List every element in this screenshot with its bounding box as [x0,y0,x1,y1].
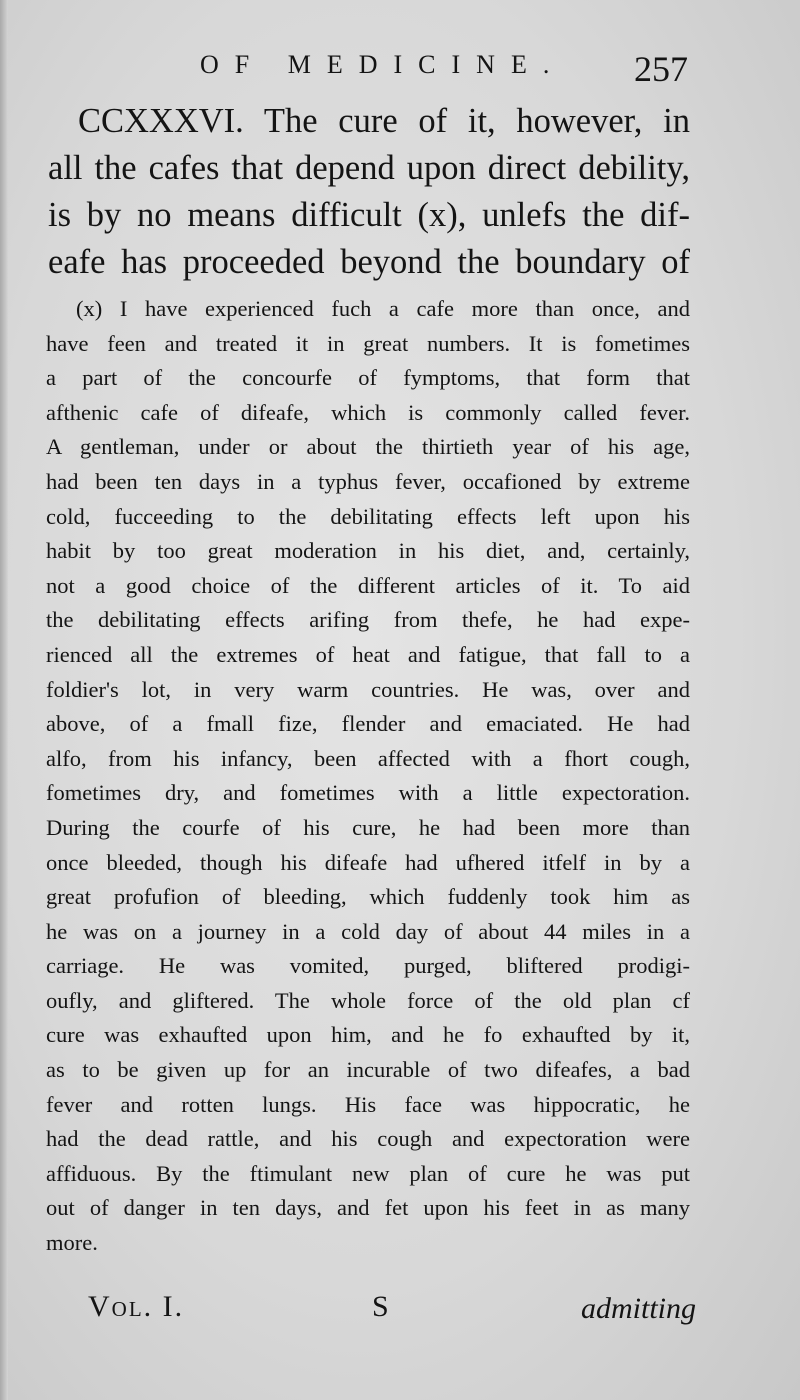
footnote-line: as to be given up for an incurable of two difeafes, a bad [46,1057,690,1083]
footnote-line: out of danger in ten days, and fet upon his feet in as many [46,1195,690,1221]
footnote-line: (x) I have experienced fuch a cafe more than once, and [76,296,690,321]
footnote-line: habit by too great moderation in his diet, and, certainly, [46,538,690,564]
footnote-line: once bleeded, though his difeafe had ufhered itfelf in by a [46,849,690,875]
signature-mark: S [372,1290,389,1323]
footnote-line: cold, fucceeding to the debilitating effects left upon his [46,503,690,529]
page-footer [0,1290,800,1336]
footnote-line: above, of a fmall fize, flender and emaciated. He had [46,711,690,737]
footnote-line: carriage. He was vomited, purged, bliftered prodigi- [46,953,690,979]
footnote-block [46,292,690,1261]
main-text-line: is by no means difficult (x), unlefs the dif- [48,196,690,234]
main-text-line: eafe has proceeded beyond the boundary of [48,243,690,281]
main-text-line: CCXXXVI. The cure of it, however, in [78,102,690,140]
footnote-line: affiduous. By the ftimulant new plan of cure he was put [46,1160,690,1186]
volume-signature: Vol. I. [88,1290,185,1323]
footnote-line: had been ten days in a typhus fever, occafioned by extreme [46,468,690,494]
footnote-line: rienced all the extremes of heat and fatigue, that fall to a [46,641,690,667]
running-head: OF MEDICINE. [200,50,566,79]
footnote-line: he was on a journey in a cold day of about 44 miles in a [46,918,690,944]
footnote-line: A gentleman, under or about the thirtieth year of his age, [46,434,690,460]
footnote-line: had the dead rattle, and his cough and expectoration were [46,1126,690,1152]
page-header [0,48,800,88]
footnote-line: fometimes dry, and fometimes with a little expectoration. [46,780,690,806]
footnote-line: have feen and treated it in great numbers. It is fometimes [46,330,690,356]
footnote-line: cure was exhaufted upon him, and he fo exhaufted by it, [46,1022,690,1048]
footnote-line: not a good choice of the different articles of it. To aid [46,572,690,598]
footnote-line: foldier's lot, in very warm countries. He was, over and [46,676,690,702]
page-number: 257 [634,49,688,89]
page-edge-shadow [0,0,8,1400]
footnote-line: fever and rotten lungs. His face was hippocratic, he [46,1091,690,1117]
footnote-line: oufly, and gliftered. The whole force of the old plan cf [46,987,690,1013]
footnote-line: the debilitating effects arifing from thefe, he had expe- [46,607,690,633]
footnote-line: more. [46,1230,98,1256]
footnote-line: great profufion of bleeding, which fuddenly took him as [46,884,690,910]
footnote-line: a part of the concourfe of fymptoms, that form that [46,365,690,391]
footnote-line: During the courfe of his cure, he had been more than [46,814,690,840]
footnote-line: afthenic cafe of difeafe, which is commonly called fever. [46,399,690,425]
catchword: admitting [580,1292,696,1325]
main-text-line: all the cafes that depend upon direct debility, [48,149,690,187]
main-text-block [48,98,690,286]
footnote-line: alfo, from his infancy, been affected with a fhort cough, [46,745,690,771]
